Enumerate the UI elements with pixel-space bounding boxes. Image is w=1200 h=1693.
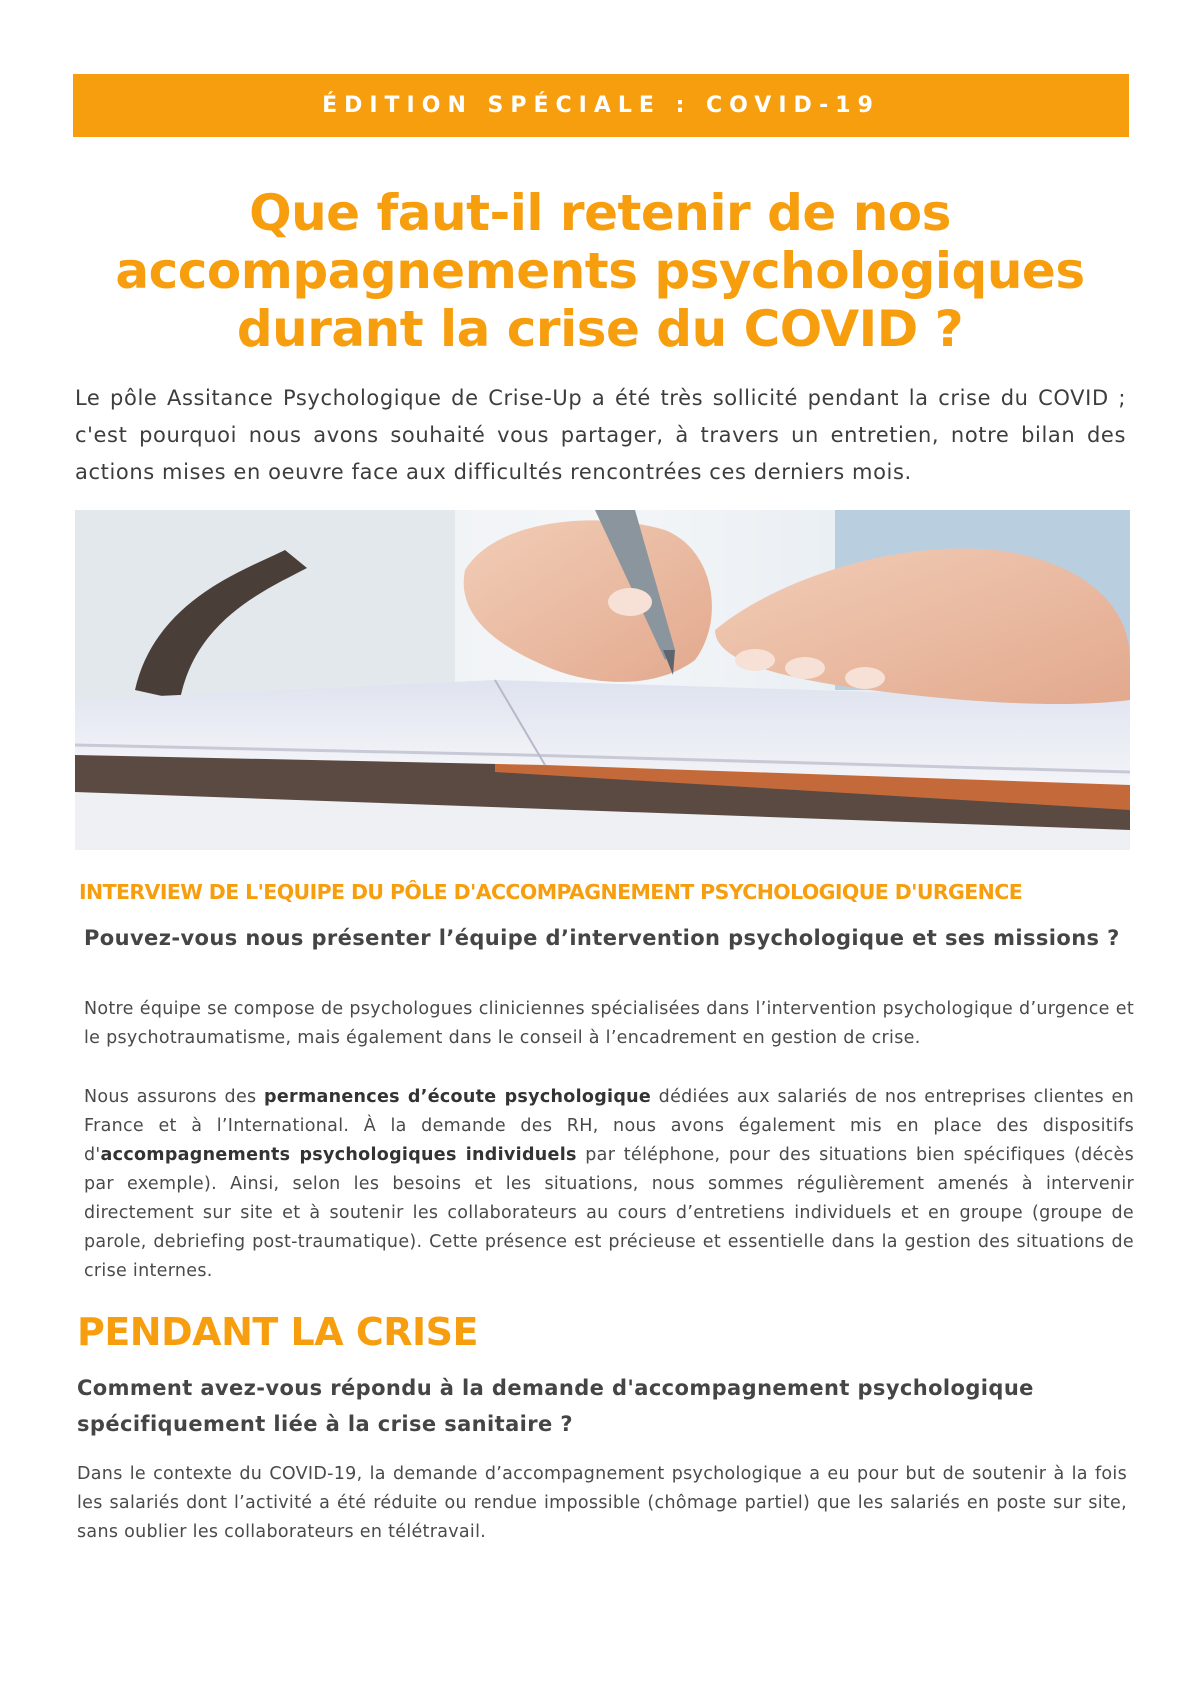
missions-text-2: dédiées aux salariés de nos entreprises clientes en France et à l’International. À la demande des RH, nous avons également mis en place des dispositifs d' bbox=[84, 1087, 1135, 1165]
missions-bold-2: accompagnements psychologiques individuels bbox=[100, 1145, 577, 1165]
interview-question: Pouvez-vous nous présenter l’équipe d’intervention psychologique et ses missions ? bbox=[84, 926, 1120, 950]
page-title: Que faut-il retenir de nos accompagnements psychologiques durant la crise du COVID ? bbox=[115, 184, 1085, 358]
intro-paragraph: Le pôle Assitance Psychologique de Crise-Up a été très sollicité pendant la crise du COVID ; c'est pourquoi nous avons souhaité vous partager, à travers un entretien, notre bilan des actions mises en oeuvre face aux difficultés rencontrées ces derniers mois. bbox=[75, 386, 1126, 484]
crisis-paragraph: Dans le contexte du COVID-19, la demande d’accompagnement psychologique a eu pour but de soutenir à la fois les salariés dont l’activité a été réduite ou rendue impossible (chômage partiel) que les salariés en poste sur site, sans oublier les collaborateurs en télétravail. bbox=[77, 1464, 1127, 1542]
team-paragraph: Notre équipe se compose de psychologues cliniciennes spécialisées dans l’intervention psychologique d’urgence et le psychotraumatisme, mais également dans le conseil à l’encadrement en gestion de crise. bbox=[84, 999, 1134, 1048]
edition-banner bbox=[73, 74, 1129, 137]
interview-heading: INTERVIEW DE L'EQUIPE DU PÔLE D'ACCOMPAGNEMENT PSYCHOLOGIQUE D'URGENCE bbox=[79, 880, 1023, 904]
missions-paragraph bbox=[84, 1083, 1134, 1286]
edition-banner-label: ÉDITION SPÉCIALE : COVID-19 bbox=[322, 93, 880, 118]
missions-text-1: Nous assurons des bbox=[84, 1087, 265, 1107]
photo-hands-writing-notebook-icon bbox=[75, 510, 1130, 850]
crisis-heading: PENDANT LA CRISE bbox=[77, 1310, 478, 1354]
crisis-question: Comment avez-vous répondu à la demande d'accompagnement psychologique spécifiquement liée à la crise sanitaire ? bbox=[77, 1376, 1034, 1436]
missions-bold-1: permanences d’écoute psychologique bbox=[264, 1087, 652, 1107]
missions-text-3: par téléphone, pour des situations bien spécifiques (décès par exemple). Ainsi, selon les besoins et les situations, nous sommes régulièrement amenés à intervenir directement sur site et à soutenir les collaborateurs au cours d’entretiens individuels et en groupe (groupe de parole, debriefing post-traumatique). Cette présence est précieuse et essentielle dans la gestion des situations de crise internes. bbox=[84, 1145, 1135, 1281]
